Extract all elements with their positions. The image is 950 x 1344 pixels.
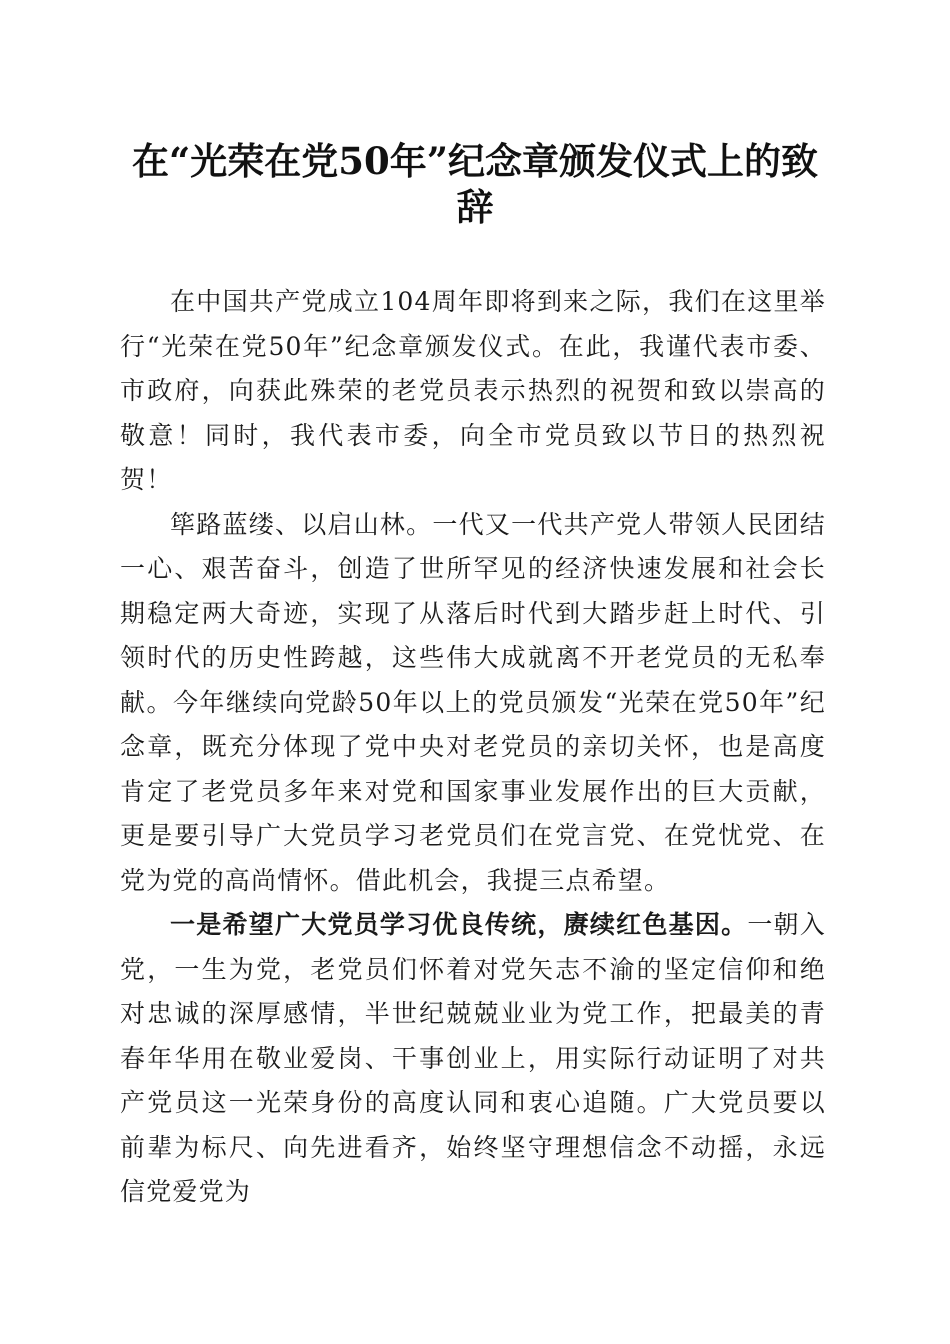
paragraph-1 bbox=[120, 280, 826, 503]
document-title: 在“光荣在党50年”纪念章颁发仪式上的致辞 bbox=[131, 139, 819, 229]
paragraph-3 bbox=[120, 903, 826, 1215]
paragraph-2 bbox=[120, 503, 826, 904]
paragraph-3-text: 一朝入党，一生为党，老党员们怀着对党矢志不渝的坚定信仰和绝对忠诚的深厚感情，半世纪兢兢业业为党工作，把最美的青春年华用在敬业爱岗、干事创业上，用实际行动证明了对共产党员这一光荣身份的高度认同和衷心追随。广大党员要以前辈为标尺、向先进看齐，始终坚守理想信念不动摇，永远信党爱党为 bbox=[120, 910, 826, 1206]
paragraph-3-lead: 一是希望广大党员学习优良传统，赓续红色基因。 bbox=[170, 910, 748, 939]
paragraph-2-text: 筚路蓝缕、以启山林。一代又一代共产党人带领人民团结一心、艰苦奋斗，创造了世所罕见的经济快速发展和社会长期稳定两大奇迹，实现了从落后时代到大踏步赶上时代、引领时代的历史性跨越，这些伟大成就离不开老党员的无私奉献。今年继续向党龄50年以上的党员颁发“光荣在党50年”纪念章，既充分体现了党中央对老党员的亲切关怀，也是高度肯定了老党员多年来对党和国家事业发展作出的巨大贡献，更是要引导广大党员学习老党员们在党言党、在党忧党、在党为党的高尚情怀。借此机会，我提三点希望。 bbox=[120, 509, 826, 895]
paragraph-1-text: 在中国共产党成立104周年即将到来之际，我们在这里举行“光荣在党50年”纪念章颁发仪式。在此，我谨代表市委、市政府，向获此殊荣的老党员表示热烈的祝贺和致以崇高的敬意！同时，我代表市委，向全市党员致以节日的热烈祝贺！ bbox=[120, 287, 826, 494]
document-body bbox=[120, 280, 826, 1215]
